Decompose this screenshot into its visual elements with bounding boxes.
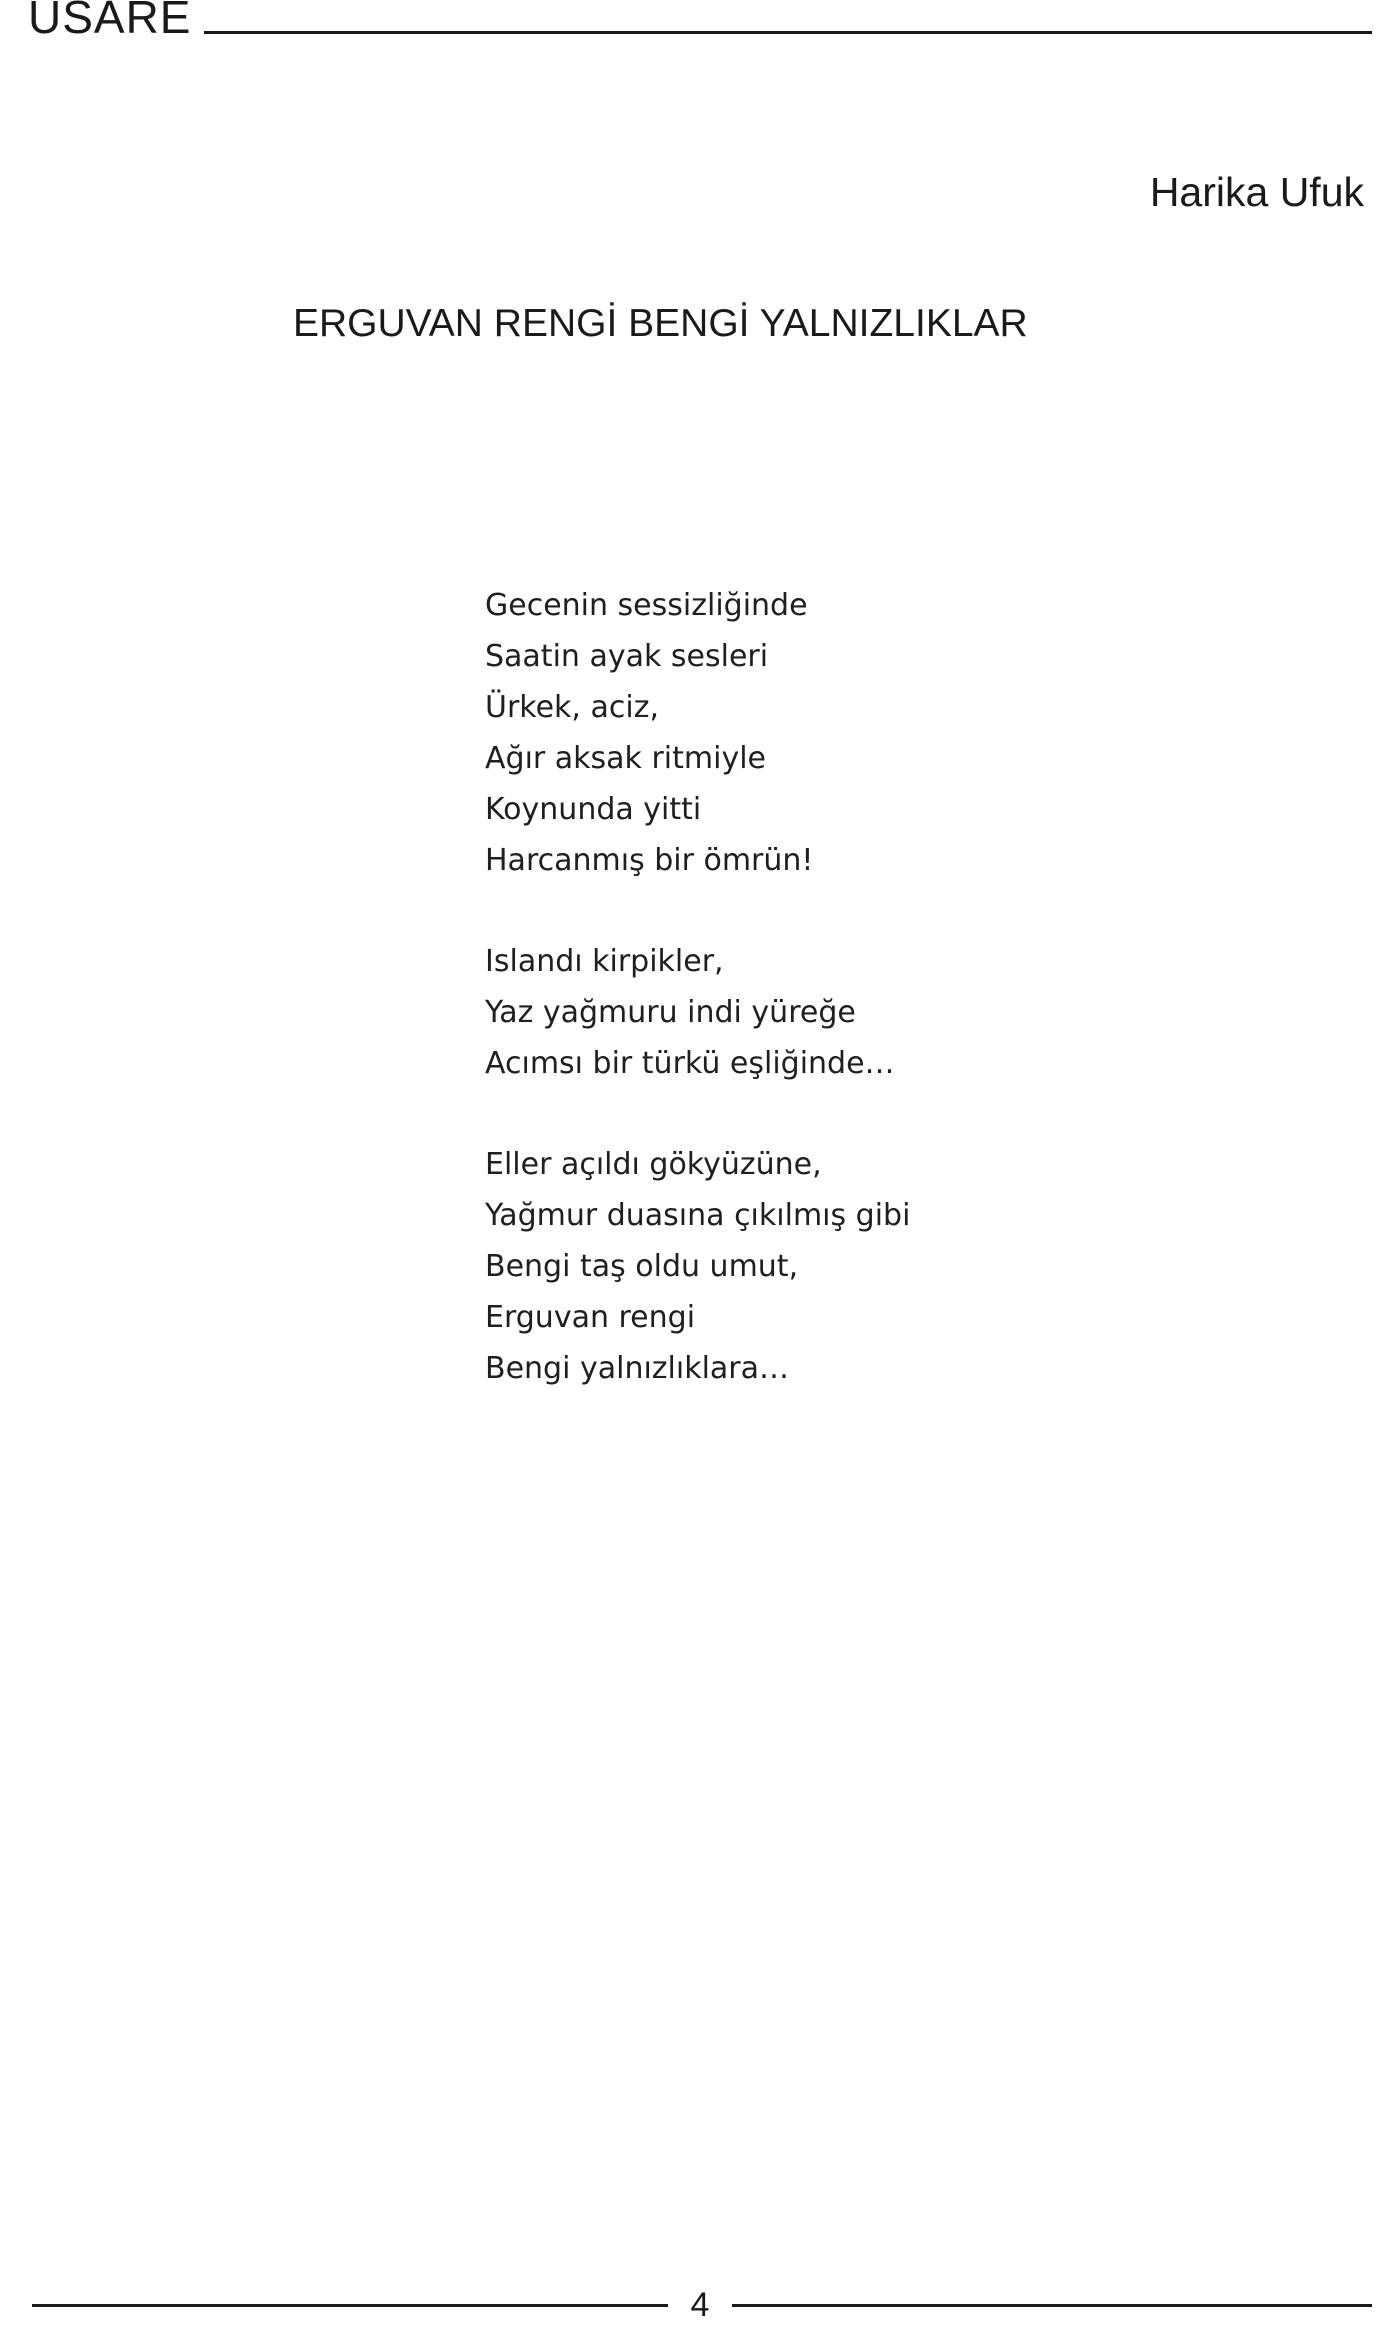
poem-line: Saatin ayak sesleri — [485, 639, 769, 674]
poem-line: Yağmur duasına çıkılmış gibi — [485, 1198, 911, 1233]
poem-body — [485, 580, 910, 1444]
page-number: 4 — [690, 2286, 710, 2324]
stanza-2 — [485, 936, 910, 1089]
poem-title: ERGUVAN RENGİ BENGİ YALNIZLIKLAR — [293, 302, 1028, 345]
footer-rule-left — [32, 2304, 668, 2307]
poem-line: Eller açıldı gökyüzüne, — [485, 1147, 822, 1182]
poem-line: Koynunda yitti — [485, 792, 702, 827]
author-name: Harika Ufuk — [1149, 169, 1364, 215]
poem-line: Ağır aksak ritmiyle — [485, 741, 766, 776]
journal-title: USARE — [28, 0, 192, 43]
poem-line: Gecenin sessizliğinde — [485, 588, 808, 623]
poem-line: Ürkek, aciz, — [485, 690, 659, 725]
poem-line: Yaz yağmuru indi yüreğe — [485, 995, 856, 1030]
stanza-1 — [485, 580, 910, 886]
poem-line: Acımsı bir türkü eşliğinde… — [485, 1046, 895, 1081]
poem-line: Harcanmış bir ömrün! — [485, 843, 814, 878]
stanza-3 — [485, 1139, 910, 1394]
poem-line: Islandı kirpikler, — [485, 944, 724, 979]
running-header — [28, 0, 1372, 44]
page-footer — [32, 2283, 1372, 2327]
poem-line: Bengi yalnızlıklara… — [485, 1351, 790, 1386]
poem-line: Bengi taş oldu umut, — [485, 1249, 799, 1284]
footer-rule-right — [732, 2304, 1372, 2307]
header-rule — [204, 31, 1372, 34]
poem-line: Erguvan rengi — [485, 1300, 696, 1335]
